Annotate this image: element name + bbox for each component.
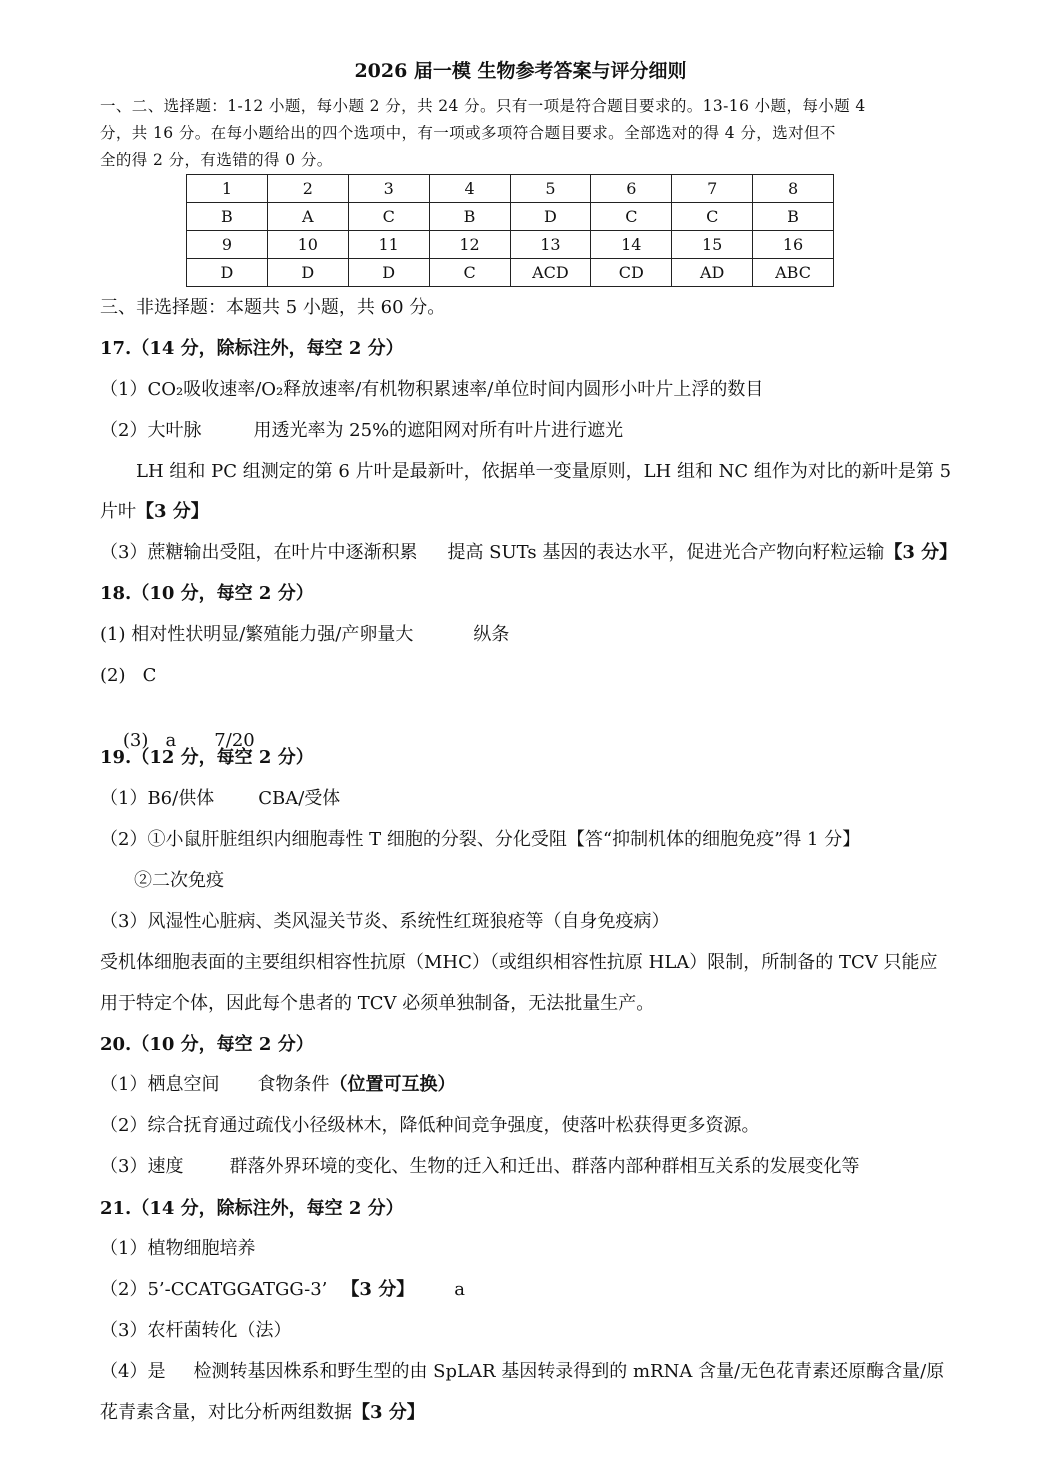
table-row (187, 231, 834, 259)
table-cell: 5 (510, 175, 591, 203)
table-cell: C (591, 203, 672, 231)
table-row (187, 259, 834, 287)
q17-answer-3a: （3）蔗糖输出受阻，在叶片中逐渐积累 (100, 542, 418, 563)
score-note: 【3 分】 (341, 1279, 415, 1300)
table-cell: C (429, 259, 510, 287)
q18-answer-2: (2) C (100, 665, 157, 686)
q21-answer-4c-text: 花青素含量，对比分析两组数据 (100, 1402, 352, 1423)
table-cell: 14 (591, 231, 672, 259)
intro-line-2: 分，共 16 分。在每小题给出的四个选项中，有一项或多项符合题目要求。全部选对的得 4 分，选对但不 (100, 124, 836, 142)
q19-answer-1a: （1）B6/供体 (100, 788, 215, 809)
answer-table (186, 174, 834, 287)
q20-answer-1a: （1）栖息空间 (100, 1074, 220, 1095)
q19-answer-3c: 用于特定个体，因此每个患者的 TCV 必须单独制备，无法批量生产。 (100, 993, 655, 1014)
table-cell: C (672, 203, 753, 231)
q19-answer-2b: ②二次免疫 (134, 870, 224, 891)
q21-answer-4 (100, 1360, 944, 1384)
q21-heading: 21.（14 分，除标注外，每空 2 分） (100, 1198, 404, 1219)
table-cell: 3 (348, 175, 429, 203)
q21-answer-3: （3）农杆菌转化（法） (100, 1320, 292, 1341)
q17-answer-3 (100, 541, 957, 565)
table-cell: 15 (672, 231, 753, 259)
table-cell: 11 (348, 231, 429, 259)
q19-answer-1b: CBA/受体 (258, 788, 341, 809)
q21-answer-2a: （2）5’-CCATGGATGG-3’ (100, 1279, 328, 1300)
table-cell: 1 (187, 175, 268, 203)
q20-answer-1 (100, 1073, 455, 1097)
table-cell: D (267, 259, 348, 287)
score-note: 【3 分】 (352, 1402, 425, 1423)
intro-line-1: 一、二、选择题：1-12 小题，每小题 2 分，共 24 分。只有一项是符合题目要求的。13-16 小题，每小题 4 (100, 97, 866, 115)
table-cell: ABC (753, 259, 834, 287)
intro-line-3: 全的得 2 分，有选错的得 0 分。 (100, 151, 333, 169)
page-title: 2026 届一模 生物参考答案与评分细则 (354, 60, 687, 82)
table-cell: CD (591, 259, 672, 287)
q18-answer-3a: (3) a (122, 730, 177, 751)
table-cell: 8 (753, 175, 834, 203)
q18-answer-1b: 纵条 (473, 624, 510, 645)
table-cell: D (187, 259, 268, 287)
q21-answer-4b: 检测转基因株系和野生型的由 SpLAR 基因转录得到的 mRNA 含量/无色花青素还原酶含量/原 (193, 1361, 945, 1382)
q18-answer-1a: (1) 相对性状明显/繁殖能力强/产卵量大 (100, 624, 414, 645)
q17-answer-2d (100, 500, 209, 524)
q18-answer-3b: 7/20 (214, 730, 255, 751)
section-3-heading: 三、非选择题：本题共 5 小题，共 60 分。 (100, 297, 446, 318)
table-cell: C (348, 203, 429, 231)
table-cell: D (510, 203, 591, 231)
q20-note: （位置可互换） (329, 1074, 456, 1095)
q17-answer-1: （1）CO₂吸收速率/O₂释放速率/有机物积累速率/单位时间内圆形小叶片上浮的数目 (100, 379, 764, 400)
table-row (187, 203, 834, 231)
q20-answer-3 (100, 1155, 859, 1179)
q19-heading: 19.（12 分，每空 2 分） (100, 747, 314, 768)
table-row (187, 175, 834, 203)
q21-answer-2 (100, 1278, 465, 1302)
q21-answer-2b: a (454, 1279, 465, 1300)
q17-answer-2b: 用透光率为 25%的遮阳网对所有叶片进行遮光 (253, 420, 624, 441)
table-cell: B (753, 203, 834, 231)
table-cell: 16 (753, 231, 834, 259)
table-cell: B (429, 203, 510, 231)
q19-answer-1 (100, 787, 340, 811)
table-cell: 6 (591, 175, 672, 203)
table-cell: 4 (429, 175, 510, 203)
q19-answer-2a: （2）①小鼠肝脏组织内细胞毒性 T 细胞的分裂、分化受阻【答“抑制机体的细胞免疫”得 1 分】 (100, 829, 861, 850)
q19-answer-3b: 受机体细胞表面的主要组织相容性抗原（MHC）（或组织相容性抗原 HLA）限制，所制备的 TCV 只能应 (100, 952, 938, 973)
q21-answer-1: （1）植物细胞培养 (100, 1238, 256, 1259)
score-note: 【3 分】 (136, 501, 209, 522)
q17-answer-2c: LH 组和 PC 组测定的第 6 片叶是最新叶，依据单一变量原则，LH 组和 NC 组作为对比的新叶是第 5 (136, 461, 952, 482)
q18-heading: 18.（10 分，每空 2 分） (100, 583, 314, 604)
q17-answer-2a: （2）大叶脉 (100, 420, 202, 441)
score-note: 【3 分】 (884, 542, 958, 563)
q20-heading: 20.（10 分，每空 2 分） (100, 1034, 314, 1055)
table-cell: 9 (187, 231, 268, 259)
q17-answer-2 (100, 419, 623, 443)
q18-answer-1 (100, 623, 509, 647)
table-cell: ACD (510, 259, 591, 287)
q19-answer-3a: （3）风湿性心脏病、类风湿关节炎、系统性红斑狼疮等（自身免疫病） (100, 911, 670, 932)
table-cell: 7 (672, 175, 753, 203)
q20-answer-2: （2）综合抚育通过疏伐小径级林木，降低种间竞争强度，使落叶松获得更多资源。 (100, 1115, 760, 1136)
table-cell: AD (672, 259, 753, 287)
q17-answer-3b: 提高 SUTs 基因的表达水平，促进光合产物向籽粒运输 (447, 542, 885, 563)
table-cell: 12 (429, 231, 510, 259)
table-cell: 2 (267, 175, 348, 203)
table-cell: A (267, 203, 348, 231)
table-cell: 10 (267, 231, 348, 259)
q17-heading: 17.（14 分，除标注外，每空 2 分） (100, 338, 404, 359)
q17-answer-2d-text: 片叶 (100, 501, 136, 522)
table-cell: B (187, 203, 268, 231)
q20-answer-1b: 食物条件 (257, 1074, 330, 1095)
q21-answer-4c (100, 1401, 425, 1425)
table-cell: D (348, 259, 429, 287)
q21-answer-4a: （4）是 (100, 1361, 166, 1382)
q20-answer-3b: 群落外界环境的变化、生物的迁入和迁出、群落内部种群相互关系的发展变化等 (229, 1156, 860, 1177)
q20-answer-3a: （3）速度 (100, 1156, 184, 1177)
table-cell: 13 (510, 231, 591, 259)
